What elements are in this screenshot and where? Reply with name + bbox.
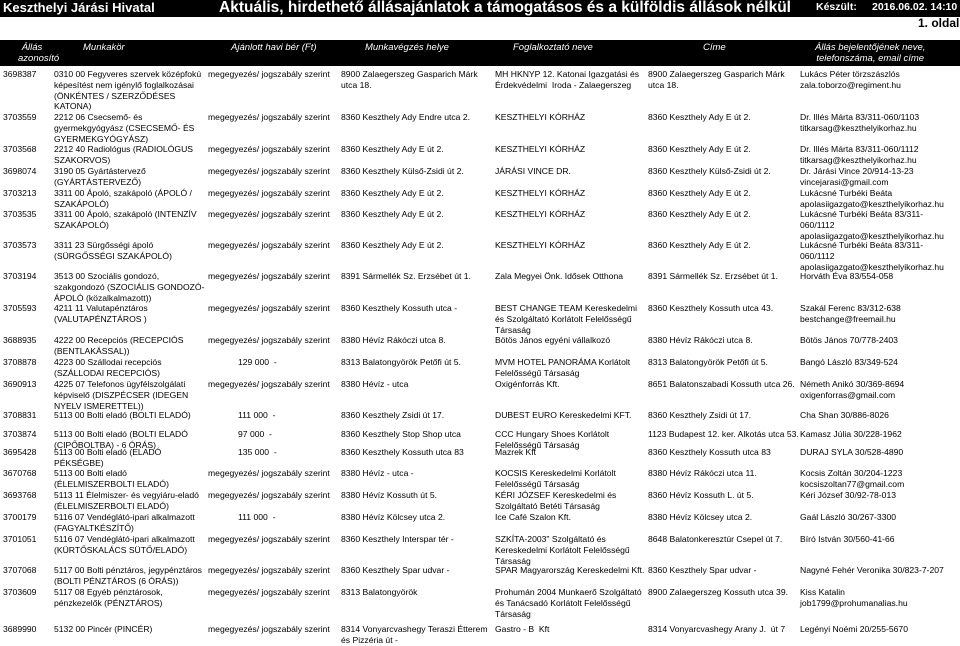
- cell-address: 8360 Keszthely Spar udvar -: [648, 565, 757, 575]
- cell-job: 2212 06 Csecsemő- és gyermekgyógyász (CSECSEMŐ- ÉS GYERMEKGYÓGYÁSZ): [54, 112, 195, 144]
- cell-place: 8360 Keszthely Ady E út 2.: [341, 209, 444, 219]
- cell-address: 8360 Keszthely Ady E út 2.: [648, 188, 751, 198]
- cell-contact: Kamasz Júlia 30/228-1962: [800, 429, 902, 439]
- page-number: 1. oldal: [918, 16, 960, 30]
- cell-id: 3708878: [3, 357, 37, 367]
- cell-employer: Gastro - B Kft: [495, 624, 550, 634]
- cell-salary: megegyezés/ jogszabály szerint: [208, 271, 330, 281]
- cell-job: 5113 00 Bolti eladó (ELADÓ PÉKSÉGBE): [54, 447, 162, 468]
- cell-address: 8380 Hévíz Rákóczi utca 8.: [648, 335, 753, 345]
- cell-job: 5116 07 Vendéglátó-ipari alkalmazott (KÜRTŐSKALÁCS SÜTŐ/ELADÓ): [54, 534, 195, 555]
- cell-salary: 135 000 -: [238, 447, 277, 457]
- cell-address: 8900 Zalaegerszeg Gasparich Márk utca 18.: [648, 69, 785, 90]
- cell-job: 3513 00 Szociális gondozó, szakgondozó (SZOCIÁLIS GONDOZÓ- ÁPOLÓ (közalkalmazott)): [54, 271, 205, 303]
- cell-id: 3700179: [3, 512, 37, 522]
- cell-contact: Dr. Illés Márta 83/311-060/1103 titkarsag@keszthelyikorhaz.hu: [800, 112, 920, 133]
- cell-job: 5113 00 Bolti eladó (ÉLELMISZERBOLTI ELADÓ): [54, 468, 169, 489]
- cell-job: 5117 00 Bolti pénztáros, jegypénztáros (BOLTI PÉNZTÁROS (6 ÓRÁS)): [54, 565, 202, 586]
- cell-place: 8314 Vonyarcvashegy Teraszi Étterem és Pizzéria út -: [341, 624, 488, 645]
- cell-employer: MVM HOTEL PANORÁMA Korlátolt Felelősségű Társaság: [495, 357, 631, 378]
- cell-contact: Németh Anikó 30/369-8694 oxigenforras@gmail.com: [800, 379, 905, 400]
- cell-place: 8380 Hévíz Kossuth út 5.: [341, 490, 438, 500]
- cell-employer: BEST CHANGE TEAM Kereskedelmi és Szolgáltató Korlátolt Felelősségű Társaság: [495, 303, 637, 335]
- cell-contact: Gaál László 30/267-3300: [800, 512, 897, 522]
- cell-id: 3690913: [3, 379, 37, 389]
- cell-place: 8360 Keszthely Ady Endre utca 2.: [341, 112, 470, 122]
- cell-salary: megegyezés/ jogszabály szerint: [208, 209, 330, 219]
- col-header-contact: Állás bejelentőjének neve, telefonszáma, email címe: [815, 42, 926, 64]
- cell-contact: Lukácsné Turbéki Beáta 83/311- 060/1112 apolasiigazgato@keszthelyikorhaz.hu: [800, 240, 944, 272]
- cell-employer: KESZTHELYI KÓRHÁZ: [495, 240, 586, 250]
- cell-contact: Horváth Éva 83/554-058: [800, 271, 894, 281]
- cell-place: 8360 Keszthely Kossuth utca 83: [341, 447, 464, 457]
- cell-job: 4222 00 Recepciós (RECEPCIÓS (BENTLAKÁSSAL)): [54, 335, 184, 356]
- cell-id: 3703194: [3, 271, 37, 281]
- cell-job: 4223 00 Szállodai recepciós (SZÁLLODAI RECEPCIÓS): [54, 357, 162, 378]
- cell-contact: Szakál Ferenc 83/312-638 bestchange@freemail.hu: [800, 303, 901, 324]
- cell-place: 8360 Keszthely Stop Shop utca: [341, 429, 461, 439]
- cell-employer: KOCSIS Kereskedelmi Korlátolt Felelősségű Társaság: [495, 468, 616, 489]
- cell-employer: Zala Megyei Önk. Idősek Otthona: [495, 271, 624, 281]
- cell-employer: Mazrek Kft: [495, 447, 537, 457]
- cell-address: 8360 Hévíz Kossuth L. út 5.: [648, 490, 754, 500]
- col-header-address: Címe: [703, 42, 726, 53]
- cell-id: 3670768: [3, 468, 37, 478]
- cell-job: 5113 00 Bolti eladó (BOLTI ELADÓ): [54, 410, 191, 420]
- cell-salary: megegyezés/ jogszabály szerint: [208, 534, 330, 544]
- cell-address: 8380 Hévíz Rákóczi utca 11.: [648, 468, 757, 478]
- cell-id: 3703559: [3, 112, 37, 122]
- cell-job: 3190 05 Gyártástervező (GYÁRTÁSTERVEZŐ): [54, 166, 146, 187]
- made-label: Készült:: [816, 1, 857, 13]
- cell-place: 8380 Hévíz Rákóczi utca 8.: [341, 335, 446, 345]
- cell-address: 1123 Budapest 12. ker. Alkotás utca 53.: [648, 429, 799, 439]
- cell-address: 8360 Keszthely Ady E út 2.: [648, 144, 751, 154]
- cell-employer: KESZTHELYI KÓRHÁZ: [495, 112, 586, 122]
- cell-salary: megegyezés/ jogszabály szerint: [208, 144, 330, 154]
- cell-id: 3703874: [3, 429, 37, 439]
- cell-contact: Lukácsné Turbéki Beáta apolasiigazgato@keszthelyikorhaz.hu: [800, 188, 944, 209]
- cell-place: 8313 Balatongyörök: [341, 587, 418, 597]
- cell-salary: megegyezés/ jogszabály szerint: [208, 468, 330, 478]
- cell-id: 3701051: [3, 534, 37, 544]
- col-header-employer: Foglalkoztató neve: [513, 42, 593, 53]
- cell-contact: Dr. Járási Vince 20/914-13-23 vincejarasi@gmail.com: [800, 166, 914, 187]
- cell-address: 8360 Keszthely Kossuth utca 83: [648, 447, 771, 457]
- cell-employer: KÉRI JÓZSEF Kereskedelmi és Szolgáltató Betéti Társaság: [495, 490, 617, 511]
- cell-id: 3705593: [3, 303, 37, 313]
- cell-address: 8360 Keszthely Ady E út 2.: [648, 240, 751, 250]
- cell-place: 8360 Keszthely Spar udvar -: [341, 565, 450, 575]
- cell-job: 3311 00 Ápoló, szakápoló (INTENZÍV SZAKÁPOLÓ): [54, 209, 197, 230]
- cell-place: 8380 Hévíz - utca: [341, 379, 409, 389]
- cell-employer: Oxigénforrás Kft.: [495, 379, 560, 389]
- cell-contact: Cha Shan 30/886-8026: [800, 410, 889, 420]
- cell-employer: JÁRÁSI VINCE DR.: [495, 166, 571, 176]
- cell-job: 3311 23 Sürgősségi ápoló (SÜRGŐSSÉGI SZAKÁPOLÓ): [54, 240, 172, 261]
- cell-employer: KESZTHELYI KÓRHÁZ: [495, 144, 586, 154]
- cell-contact: Kiss Katalin job1799@prohumanalias.hu: [800, 587, 908, 608]
- col-header-job: Munkakör: [83, 42, 125, 53]
- cell-id: 3703609: [3, 587, 37, 597]
- cell-job: 0310 00 Fegyveres szervek középfokú képesítést nem igénylő foglalkozásai (ÖNKÉNTES / SZERZŐDÉSES KATONA): [54, 69, 202, 112]
- cell-id: 3695428: [3, 447, 37, 457]
- cell-salary: megegyezés/ jogszabály szerint: [208, 166, 330, 176]
- table-header: [0, 40, 960, 66]
- cell-address: 8360 Keszthely Ady E út 2.: [648, 112, 751, 122]
- cell-contact: Nagyné Fehér Veronika 30/823-7-207: [800, 565, 944, 575]
- cell-id: 3703535: [3, 209, 37, 219]
- cell-id: 3693768: [3, 490, 37, 500]
- cell-id: 3703573: [3, 240, 37, 250]
- report-title: Aktuális, hirdethető állásajánlatok a támogatásos és a külföldis állások nélkül: [219, 0, 791, 16]
- cell-place: 8313 Balatongyörök Petőfi út 5.: [341, 357, 461, 367]
- cell-salary: megegyezés/ jogszabály szerint: [208, 69, 330, 79]
- cell-id: 3703568: [3, 144, 37, 154]
- cell-place: 8380 Hévíz - utca -: [341, 468, 414, 478]
- cell-salary: 129 000 -: [238, 357, 277, 367]
- report-date: 2016.06.02. 14:10: [872, 1, 958, 13]
- cell-job: 5113 11 Élelmiszer- és vegyiáru-eladó (ÉLELMISZERBOLTI ELADÓ): [54, 490, 199, 511]
- cell-address: 8391 Sármellék Sz. Erzsébet út 1.: [648, 271, 778, 281]
- cell-contact: Kéri József 30/92-78-013: [800, 490, 897, 500]
- cell-place: 8360 Keszthely Ady E út 2.: [341, 240, 444, 250]
- cell-contact: Legényi Noémi 20/255-5670: [800, 624, 908, 634]
- cell-id: 3688935: [3, 335, 37, 345]
- cell-salary: 111 000 -: [238, 512, 276, 522]
- cell-employer: Bötös János egyéni vállalkozó: [495, 335, 611, 345]
- cell-id: 3689990: [3, 624, 37, 634]
- cell-address: 8360 Keszthely Zsidi út 17.: [648, 410, 752, 420]
- cell-id: 3698387: [3, 69, 37, 79]
- cell-place: 8380 Hévíz Kölcsey utca 2.: [341, 512, 446, 522]
- cell-job: 4225 07 Telefonos ügyfélszolgálati képviselő (DISZPÉCSER (IDEGEN NYELV ISMERETTEL)): [54, 379, 189, 411]
- cell-contact: Bötös János 70/778-2403: [800, 335, 898, 345]
- cell-place: 8360 Keszthely Kossuth utca -: [341, 303, 458, 313]
- cell-salary: megegyezés/ jogszabály szerint: [208, 379, 330, 389]
- cell-employer: Ice Café Szalon Kft.: [495, 512, 571, 522]
- cell-salary: megegyezés/ jogszabály szerint: [208, 335, 330, 345]
- cell-id: 3707068: [3, 565, 37, 575]
- cell-address: 8313 Balatongyörök Petőfi út 5.: [648, 357, 768, 367]
- cell-employer: KESZTHELYI KÓRHÁZ: [495, 188, 586, 198]
- cell-place: 8360 Keszthely Külső-Zsidi út 2.: [341, 166, 464, 176]
- cell-job: 5113 00 Bolti eladó (BOLTI ELADÓ (CIPŐBOLTBA) - 6 ÓRÁS): [54, 429, 188, 450]
- cell-job: 3311 00 Ápoló, szakápoló (ÁPOLÓ / SZAKÁPOLÓ): [54, 188, 192, 209]
- cell-job: 5116 07 Vendéglátó-ipari alkalmazott (FAGYALTKÉSZÍTŐ): [54, 512, 195, 533]
- cell-id: 3703213: [3, 188, 37, 198]
- cell-job: 2212 40 Radiológus (RADIOLÓGUS SZAKORVOS): [54, 144, 194, 165]
- cell-place: 8360 Keszthely Zsidi út 17.: [341, 410, 445, 420]
- cell-place: 8360 Keszthely Ady E út 2.: [341, 144, 444, 154]
- cell-job: 5132 00 Pincér (PINCÉR): [54, 624, 153, 634]
- cell-salary: megegyezés/ jogszabály szerint: [208, 624, 330, 634]
- office-title: Keszthelyi Járási Hivatal: [3, 0, 155, 15]
- cell-contact: Kocsis Zoltán 30/204-1223 kocsiszoltan77@gmail.com: [800, 468, 905, 489]
- cell-contact: Bangó László 83/349-524: [800, 357, 898, 367]
- cell-job: 5117 08 Egyéb pénztárosok, pénzkezelők (PÉNZTÁROS): [54, 587, 163, 608]
- cell-employer: KESZTHELYI KÓRHÁZ: [495, 209, 586, 219]
- cell-contact: Dr. Illés Márta 83/311-060/1112 titkarsag@keszthelyikorhaz.hu: [800, 144, 919, 165]
- cell-salary: 111 000 -: [238, 410, 276, 420]
- cell-place: 8391 Sármellék Sz. Erzsébet út 1.: [341, 271, 471, 281]
- cell-address: 8648 Balatonkeresztúr Csepel út 7.: [648, 534, 783, 544]
- cell-place: 8900 Zalaegerszeg Gasparich Márk utca 18.: [341, 69, 478, 90]
- cell-contact: Bíró István 30/560-41-66: [800, 534, 895, 544]
- cell-id: 3708831: [3, 410, 37, 420]
- cell-id: 3698074: [3, 166, 37, 176]
- cell-employer: SPAR Magyarország Kereskedelmi Kft.: [495, 565, 645, 575]
- cell-employer: SZKÍTA-2003" Szolgáltató és Kereskedelmi Korlátolt Felelősségű Társaság: [495, 534, 630, 566]
- cell-contact: Lukács Péter törzszászlós zala.toborzo@regiment.hu: [800, 69, 901, 90]
- title-bar: [0, 0, 960, 17]
- cell-address: 8651 Balatonszabadi Kossuth utca 26.: [648, 379, 795, 389]
- cell-contact: Lukácsné Turbéki Beáta 83/311- 060/1112 apolasiigazgato@keszthelyikorhaz.hu: [800, 209, 944, 241]
- cell-salary: megegyezés/ jogszabály szerint: [208, 565, 330, 575]
- cell-address: 8380 Hévíz Kölcsey utca 2.: [648, 512, 753, 522]
- cell-salary: 97 000 -: [238, 429, 272, 439]
- cell-salary: megegyezés/ jogszabály szerint: [208, 112, 330, 122]
- col-header-place: Munkavégzés helye: [365, 42, 449, 53]
- col-header-salary: Ajánlott havi bér (Ft): [231, 42, 317, 53]
- cell-salary: megegyezés/ jogszabály szerint: [208, 240, 330, 250]
- cell-employer: MH HKNYP 12. Katonai Igazgatási és Érdekvédelmi Iroda - Zalaegerszeg: [495, 69, 640, 90]
- cell-place: 8360 Keszthely Ady E út 2.: [341, 188, 444, 198]
- cell-salary: megegyezés/ jogszabály szerint: [208, 490, 330, 500]
- cell-salary: megegyezés/ jogszabály szerint: [208, 188, 330, 198]
- cell-address: 8360 Keszthely Kossuth utca 43.: [648, 303, 774, 313]
- cell-employer: CCC Hungary Shoes Korlátolt Felelősségű Társaság: [495, 429, 610, 450]
- cell-place: 8360 Keszthely Interspar tér -: [341, 534, 454, 544]
- col-header-id: Állás azonosító: [18, 42, 60, 64]
- cell-address: 8360 Keszthely Ady E út 2.: [648, 209, 751, 219]
- cell-job: 4211 11 Valutapénztáros (VALUTAPÉNZTÁROS ): [54, 303, 148, 324]
- cell-salary: megegyezés/ jogszabály szerint: [208, 303, 330, 313]
- cell-contact: DURAJ SYLA 30/528-4890: [800, 447, 904, 457]
- cell-employer: Prohumán 2004 Munkaerő Szolgáltató és Tanácsadó Korlátolt Felelősségű Társaság: [495, 587, 642, 619]
- cell-address: 8314 Vonyarcvashegy Arany J. út 7: [648, 624, 786, 634]
- cell-salary: megegyezés/ jogszabály szerint: [208, 587, 330, 597]
- cell-address: 8900 Zalaegerszeg Kossuth utca 39.: [648, 587, 788, 597]
- cell-address: 8360 Keszthely Külső-Zsidi út 2.: [648, 166, 771, 176]
- cell-employer: DUBEST EURO Kereskedelmi KFT.: [495, 410, 632, 420]
